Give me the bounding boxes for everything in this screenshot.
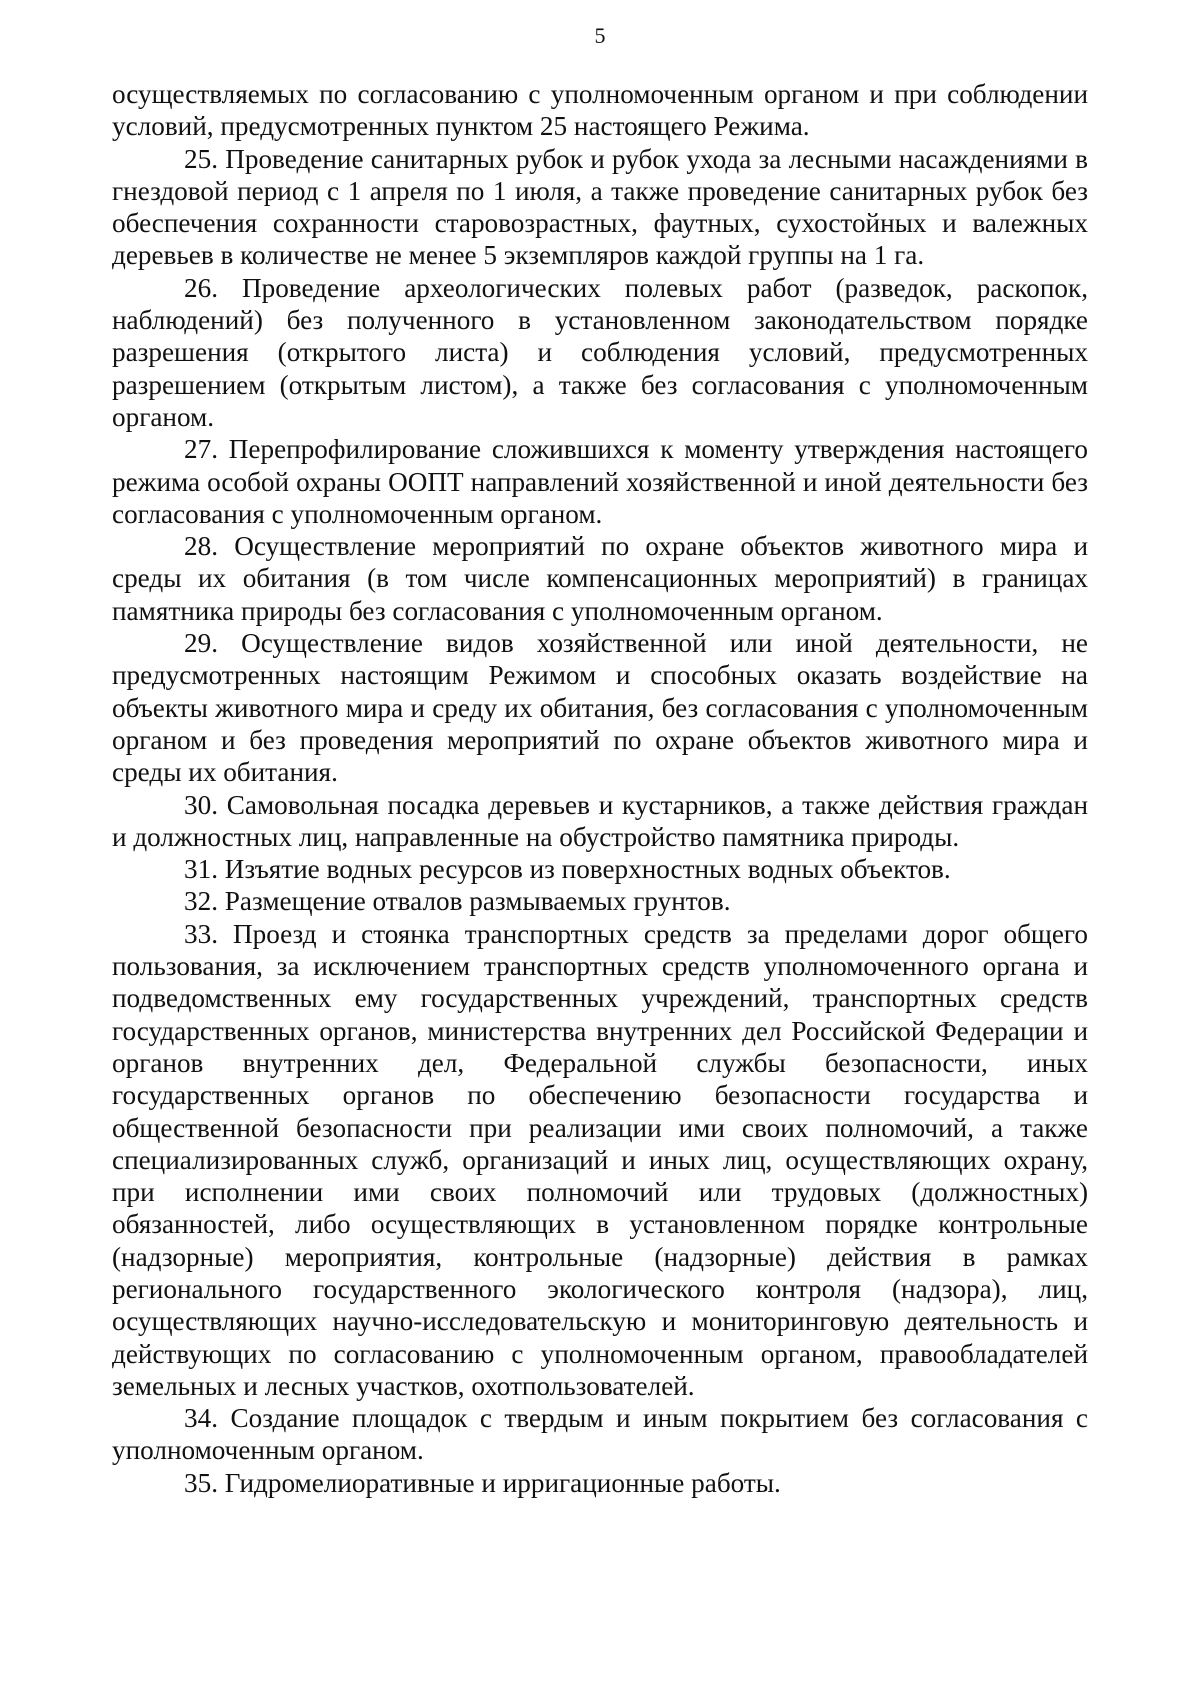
paragraph-30: 30. Самовольная посадка деревьев и кустарников, а также действия граждан и должностных лиц, направленные на обустройство памятника природы. xyxy=(112,789,1088,852)
document-body xyxy=(112,78,1088,1499)
paragraph-33: 33. Проезд и стоянка транспортных средств за пределами дорог общего пользования, за исключением транспортных средств уполномоченного органа и подведомственных ему государственных учреждений, транспортных средств государственных органов, министерства внутренних дел Российской Федерации и органов внутренних дел, Федеральной службы безопасности, иных государственных органов по обеспечению безопасности государства и общественной безопасности при реализации ими своих полномочий, а также специализированных служб, организаций и иных лиц, осуществляющих охрану, при исполнении ими своих полномочий или трудовых (должностных) обязанностей, либо осуществляющих в установленном порядке контрольные (надзорные) мероприятия, контрольные (надзорные) действия в рамках регионального государственного экологического контроля (надзора), лиц, осуществляющих научно-исследовательскую и мониторинговую деятельность и действующих по согласованию с уполномоченным органом, правообладателей земельных и лесных участков, охотпользователей. xyxy=(112,918,1088,1401)
paragraph-26: 26. Проведение археологических полевых работ (разведок, раскопок, наблюдений) без полученного в установленном законодательством порядке разрешения (открытого листа) и соблюдения условий, предусмотренных разрешением (открытым листом), а также без согласования с уполномоченным органом. xyxy=(112,272,1088,432)
page-number: 5 xyxy=(594,23,606,48)
paragraph-29: 29. Осуществление видов хозяйственной или иной деятельности, не предусмотренных настоящим Режимом и способных оказать воздействие на объекты животного мира и среду их обитания, без согласования с уполномоченным органом и без проведения мероприятий по охране объектов животного мира и среды их обитания. xyxy=(112,628,1088,788)
paragraph-28: 28. Осуществление мероприятий по охране объектов животного мира и среды их обитания (в том числе компенсационных мероприятий) в границах памятника природы без согласования с уполномоченным органом. xyxy=(112,531,1088,626)
paragraph-continuation: осуществляемых по согласованию с уполномоченным органом и при соблюдении условий, предусмотренных пунктом 25 настоящего Режима. xyxy=(112,79,1088,142)
paragraph-32: 32. Размещение отвалов размываемых грунтов. xyxy=(184,886,731,917)
paragraph-35: 35. Гидромелиоративные и ирригационные работы. xyxy=(184,1467,781,1498)
paragraph-31: 31. Изъятие водных ресурсов из поверхностных водных объектов. xyxy=(184,854,951,885)
paragraph-27: 27. Перепрофилирование сложившихся к моменту утверждения настоящего режима особой охраны ООПТ направлений хозяйственной и иной деятельности без согласования с уполномоченным органом. xyxy=(112,434,1088,529)
paragraph-25: 25. Проведение санитарных рубок и рубок ухода за лесными насаждениями в гнездовой период с 1 апреля по 1 июля, а также проведение санитарных рубок без обеспечения сохранности старовозрастных, фаутных, сухостойных и валежных деревьев в количестве не менее 5 экземпляров каждой группы на 1 га. xyxy=(112,143,1088,271)
paragraph-34: 34. Создание площадок с твердым и иным покрытием без согласования с уполномоченным органом. xyxy=(112,1403,1088,1466)
